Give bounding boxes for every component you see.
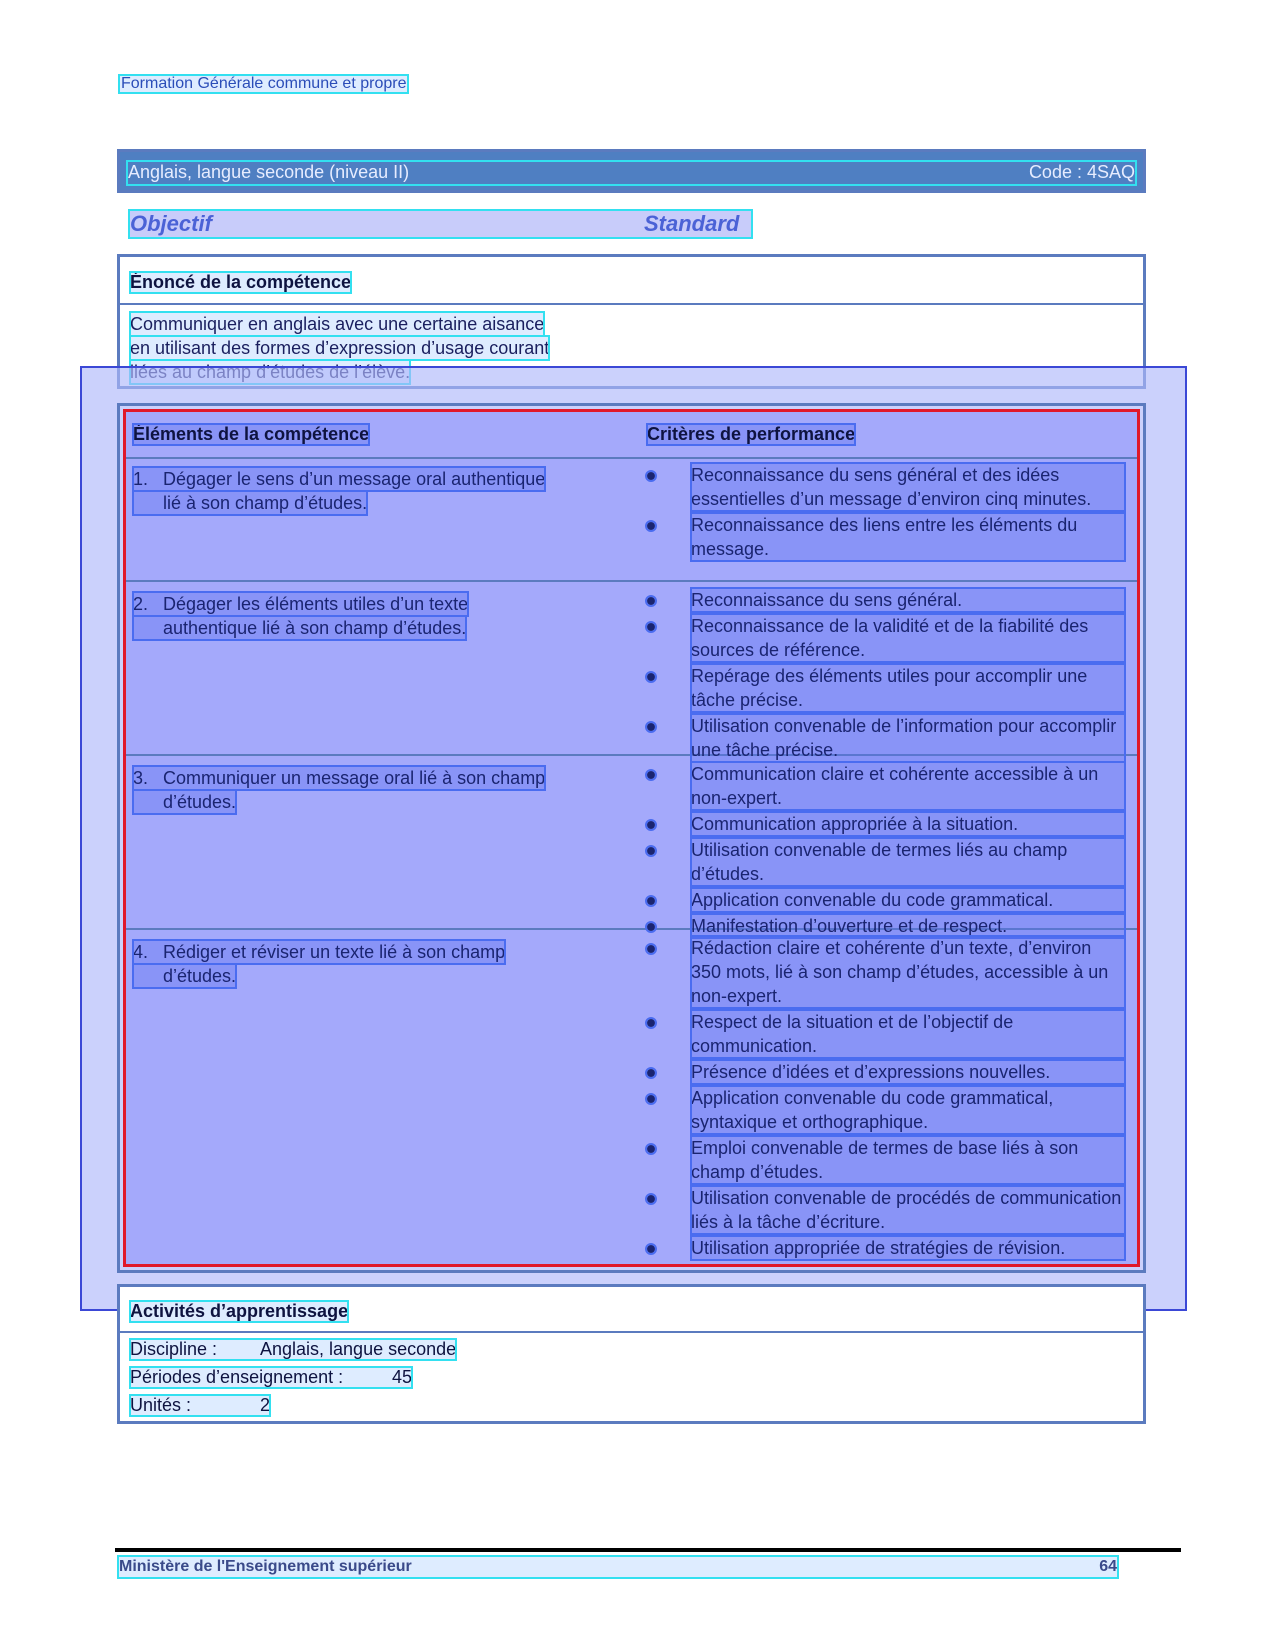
course-title-row (128, 162, 1135, 184)
bullet-icon (647, 472, 655, 480)
enonce-header (120, 257, 1143, 305)
criteria-item: Utilisation appropriée de stratégies de révision. (647, 1236, 1125, 1260)
element-text: lié à son champ d’études. (133, 491, 367, 515)
criteria-item: Application convenable du code grammatical. (647, 888, 1125, 912)
discipline-value: Anglais, langue seconde (260, 1339, 457, 1359)
bullet-icon (647, 723, 655, 731)
element-text: authentique lié à son champ d’études. (133, 616, 466, 640)
element-text: Dégager les éléments utiles d’un texte (163, 594, 469, 614)
criteria-item: Communication claire et cohérente accessible à un non-expert. (647, 762, 1125, 810)
enonce-line: en utilisant des formes d’expression d’usage courant (130, 338, 550, 358)
element-cell (133, 592, 468, 640)
element-text: Rédiger et réviser un texte lié à son champ (163, 942, 506, 962)
course-title: Anglais, langue seconde (niveau II) (128, 162, 410, 182)
element-number: 1. (133, 469, 149, 489)
bullet-icon (647, 522, 655, 530)
criteria-item: Rédaction claire et cohérente d’un texte, d’environ 350 mots, lié à son champ d’études, accessible à un non-expert. (647, 936, 1125, 1008)
enonce-title: Énoncé de la compétence (130, 272, 352, 292)
bullet-icon (647, 1019, 655, 1027)
bullet-icon (647, 945, 655, 953)
criteria-list (647, 463, 1125, 563)
table-row (126, 582, 1137, 760)
objectif-label: Objectif (130, 211, 212, 236)
element-cell (133, 467, 545, 515)
course-title-bar (117, 149, 1146, 193)
discipline-label: Discipline : (130, 1339, 218, 1359)
criteria-item: Repérage des éléments utiles pour accomplir une tâche précise. (647, 664, 1125, 712)
table-row (126, 930, 1137, 1270)
criteria-item: Communication appropriée à la situation. (647, 812, 1125, 836)
activites-header (120, 1287, 1143, 1333)
header-elements: Éléments de la compétence (133, 424, 370, 444)
elements-table (123, 409, 1140, 1267)
element-text: d’études. (133, 964, 236, 988)
footer-rule (115, 1548, 1181, 1552)
unites-label: Unités : (130, 1395, 192, 1415)
standard-label: Standard (644, 211, 740, 236)
table-row (126, 457, 1137, 582)
page-footer (119, 1557, 1117, 1577)
criteria-item: Respect de la situation et de l’objectif de communication. (647, 1010, 1125, 1058)
bullet-icon (647, 1145, 655, 1153)
bullet-icon (647, 1069, 655, 1077)
footer-ministry: Ministère de l'Enseignement supérieur (119, 1558, 412, 1575)
bullet-icon (647, 673, 655, 681)
criteria-item: Application convenable du code grammatical, syntaxique et orthographique. (647, 1086, 1125, 1134)
enonce-line: Communiquer en anglais avec une certaine aisance (130, 314, 545, 334)
element-cell (133, 766, 545, 814)
discipline-line (130, 1339, 456, 1360)
elements-table-box (117, 403, 1146, 1273)
running-header: Formation Générale commune et propre (121, 75, 407, 92)
table-row (126, 756, 1137, 936)
table-header (126, 412, 1137, 459)
page-number: 64 (1099, 1558, 1117, 1575)
element-text: d’études. (133, 790, 236, 814)
criteria-item: Reconnaissance des liens entre les éléments du message. (647, 513, 1125, 561)
criteria-item: Utilisation convenable de procédés de communication liés à la tâche d’écriture. (647, 1186, 1125, 1234)
bullet-icon (647, 1195, 655, 1203)
criteria-list (647, 762, 1125, 940)
criteria-item: Utilisation convenable de termes liés au champ d’études. (647, 838, 1125, 886)
element-text: Dégager le sens d’un message oral authentique (163, 469, 546, 489)
element-number: 3. (133, 768, 149, 788)
criteria-item: Reconnaissance du sens général. (647, 588, 1125, 612)
unites-line (130, 1395, 270, 1416)
periodes-value: 45 (392, 1367, 413, 1387)
bullet-icon (647, 771, 655, 779)
bullet-icon (647, 1245, 655, 1253)
criteria-item: Présence d’idées et d’expressions nouvelles. (647, 1060, 1125, 1084)
criteria-item: Manifestation d’ouverture et de respect. (647, 914, 1125, 938)
bullet-icon (647, 1095, 655, 1103)
bullet-icon (647, 597, 655, 605)
element-number: 2. (133, 594, 149, 614)
course-code: Code : 4SAQ (1028, 162, 1135, 182)
bullet-icon (647, 821, 655, 829)
element-text: Communiquer un message oral lié à son champ (163, 768, 546, 788)
activites-box (117, 1284, 1146, 1424)
element-cell (133, 940, 505, 988)
criteria-item: Reconnaissance de la validité et de la fiabilité des sources de référence. (647, 614, 1125, 662)
criteria-item: Emploi convenable de termes de base liés à son champ d’études. (647, 1136, 1125, 1184)
bullet-icon (647, 897, 655, 905)
periodes-line (130, 1367, 412, 1388)
criteria-item: Reconnaissance du sens général et des idées essentielles d’un message d’environ cinq minutes. (647, 463, 1125, 511)
periodes-label: Périodes d’enseignement : (130, 1367, 344, 1387)
column-headings (130, 211, 751, 237)
criteria-list (647, 588, 1125, 764)
bullet-icon (647, 847, 655, 855)
header-criteres: Critères de performance (647, 424, 856, 444)
criteria-list (647, 936, 1125, 1262)
activites-title: Activités d’apprentissage (130, 1301, 349, 1321)
unites-value: 2 (260, 1395, 271, 1415)
bullet-icon (647, 623, 655, 631)
element-number: 4. (133, 942, 149, 962)
criteria-item: Utilisation convenable de l’information pour accomplir une tâche précise. (647, 714, 1125, 762)
